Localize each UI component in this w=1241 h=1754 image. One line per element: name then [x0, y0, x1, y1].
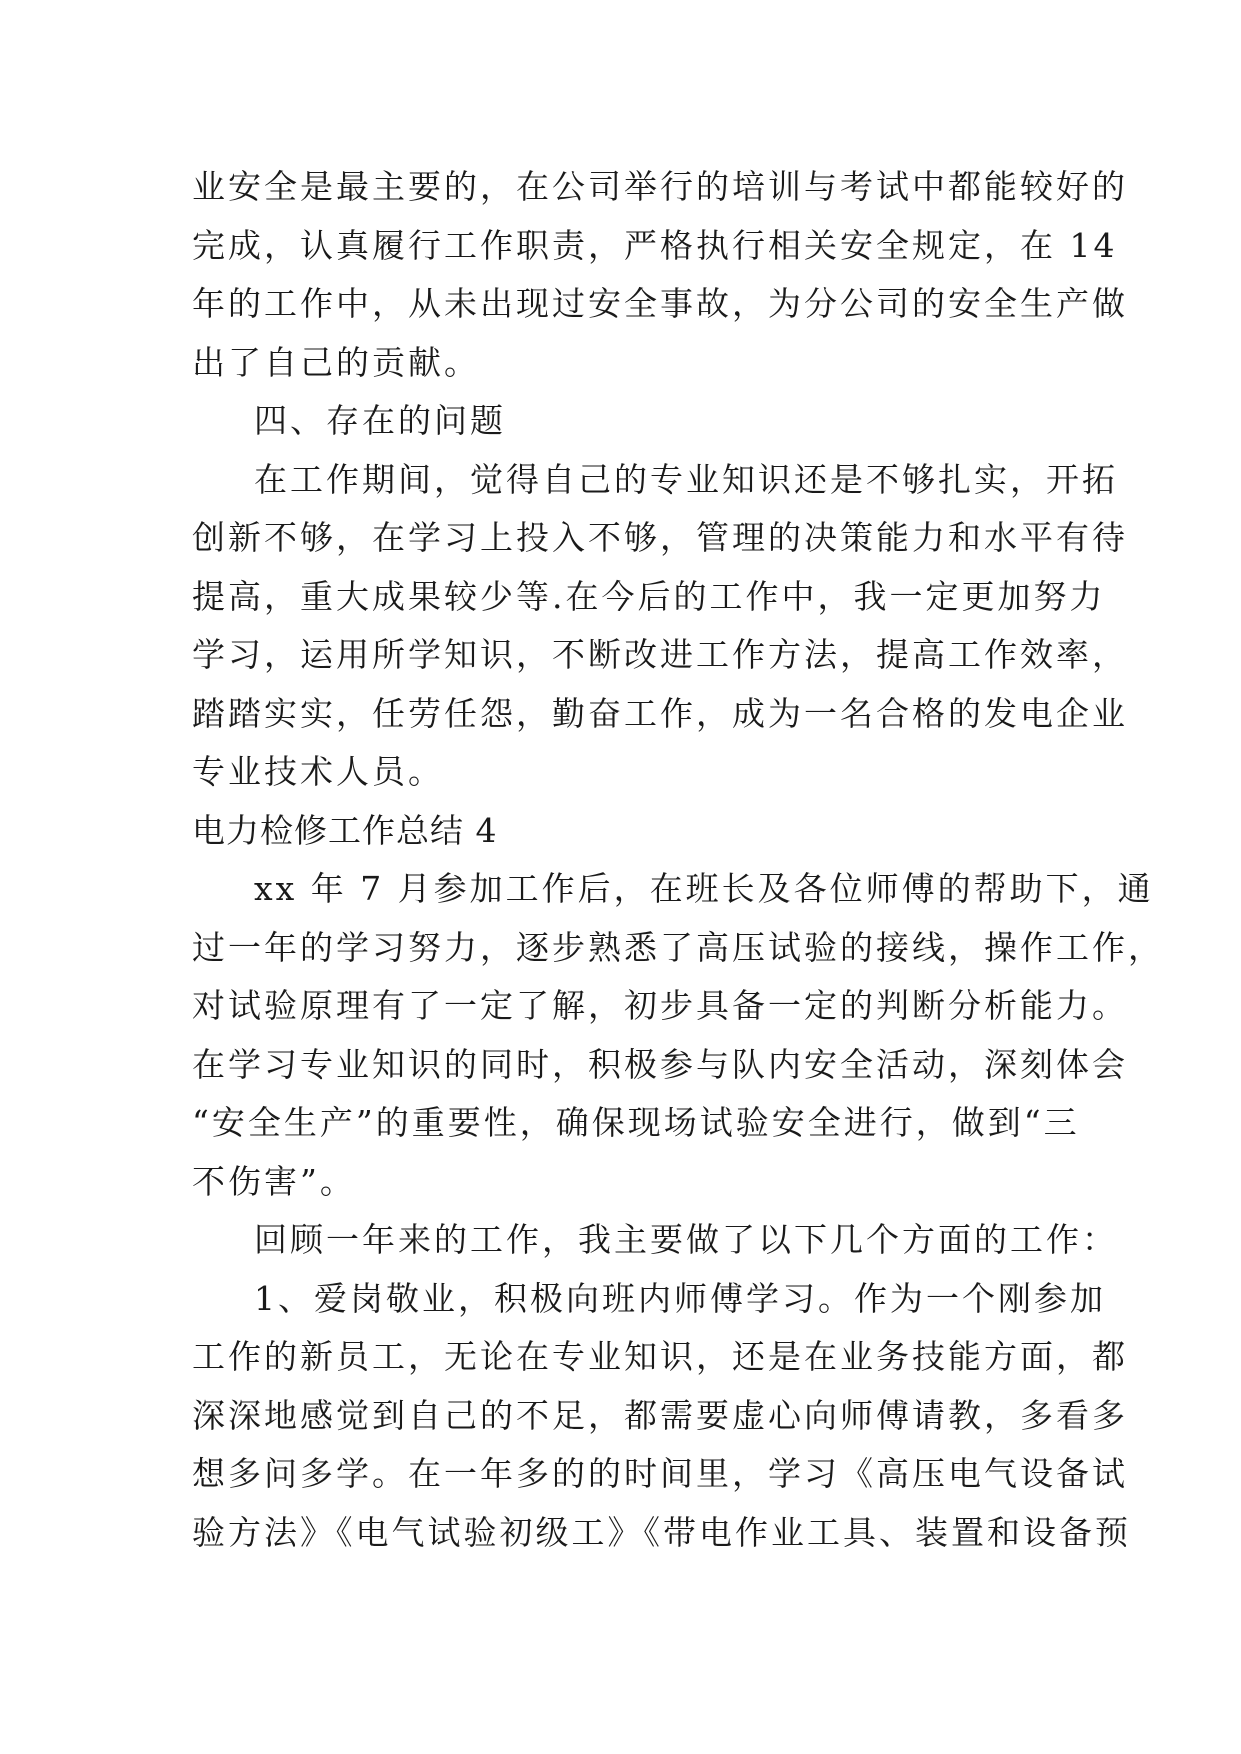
text-line: 1、爱岗敬业，积极向班内师傅学习。作为一个刚参加 — [254, 1278, 1106, 1318]
text-line: 在学习专业知识的同时，积极参与队内安全活动，深刻体会 — [192, 1044, 1128, 1084]
text-line: 验方法》《电气试验初级工》《带电作业工具、装置和设备预 — [192, 1512, 1131, 1552]
text-line: 完成，认真履行工作职责，严格执行相关安全规定，在 14 — [192, 225, 1118, 265]
text-line: 踏踏实实，任劳任怨，勤奋工作，成为一名合格的发电企业 — [192, 693, 1128, 733]
text-line: 过一年的学习努力，逐步熟悉了高压试验的接线，操作工作， — [192, 927, 1164, 967]
text-line: 创新不够，在学习上投入不够，管理的决策能力和水平有待 — [192, 518, 1128, 557]
text-line: 出了自己的贡献。 — [192, 342, 480, 382]
section-heading: 电力检修工作总结 4 — [192, 810, 498, 850]
text-line: 四、存在的问题 — [254, 401, 506, 440]
text-line: 提高，重大成果较少等.在今后的工作中，我一定更加努力 — [192, 576, 1106, 616]
text-line: 工作的新员工，无论在专业知识，还是在业务技能方面，都 — [192, 1337, 1128, 1376]
text-line: xx 年 7 月参加工作后，在班长及各位师傅的帮助下，通 — [254, 869, 1154, 908]
text-line: 想多问多学。在一年多的的时间里，学习《高压电气设备试 — [192, 1454, 1128, 1493]
text-line: “安全生产”的重要性，确保现场试验安全进行，做到“三 — [192, 1103, 1080, 1142]
text-line: 不伤害”。 — [192, 1161, 356, 1201]
text-line: 对试验原理有了一定了解，初步具备一定的判断分析能力。 — [192, 986, 1128, 1025]
text-line: 回顾一年来的工作，我主要做了以下几个方面的工作： — [254, 1220, 1118, 1259]
text-line: 业安全是最主要的，在公司举行的培训与考试中都能较好的 — [192, 167, 1128, 206]
text-line: 在工作期间，觉得自己的专业知识还是不够扎实，开拓 — [254, 459, 1118, 499]
document-body — [192, 158, 1164, 1562]
text-line: 学习，运用所学知识，不断改进工作方法，提高工作效率， — [192, 635, 1128, 674]
text-line: 年的工作中，从未出现过安全事故，为分公司的安全生产做 — [192, 284, 1128, 323]
text-line: 专业技术人员。 — [192, 752, 444, 791]
text-line: 深深地感觉到自己的不足，都需要虚心向师傅请教，多看多 — [192, 1395, 1128, 1435]
